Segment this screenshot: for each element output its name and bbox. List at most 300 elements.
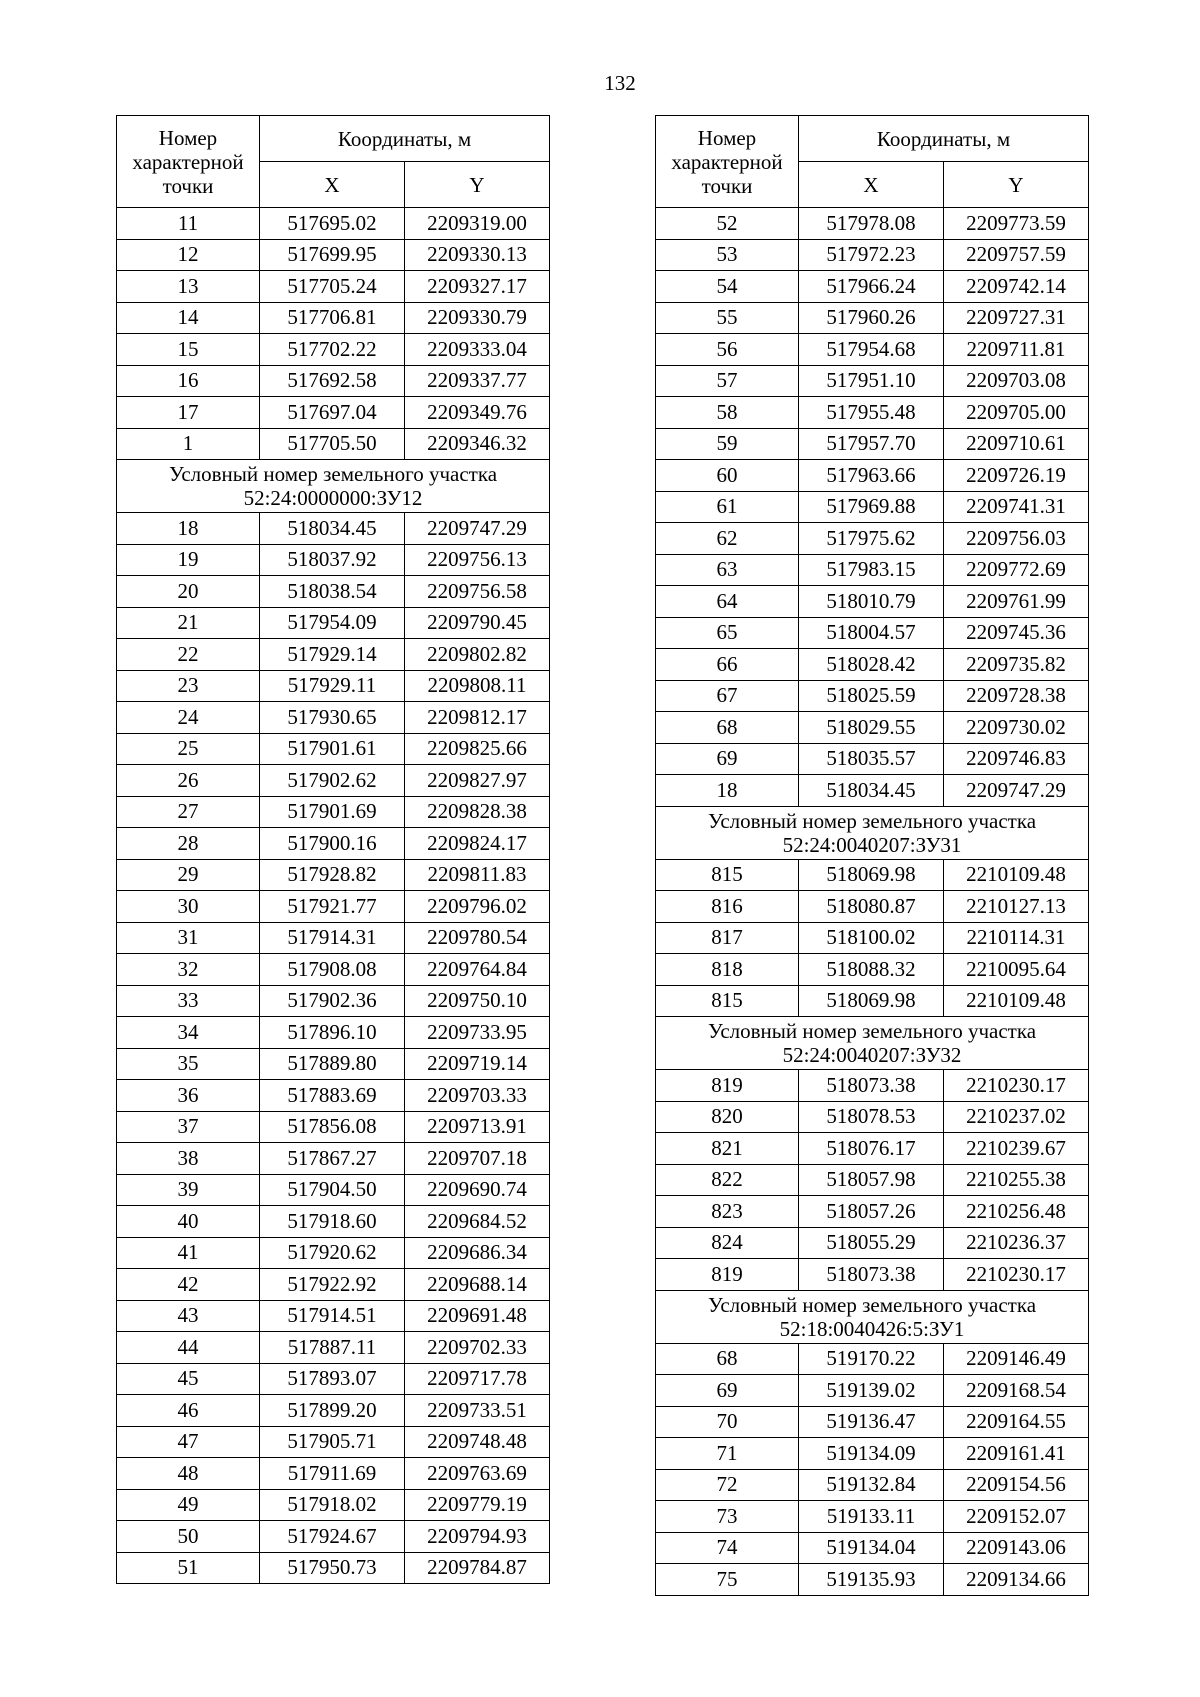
point-number-cell: 68 bbox=[656, 1343, 799, 1375]
point-number-cell: 65 bbox=[656, 617, 799, 649]
table-row bbox=[656, 1532, 1089, 1564]
x-coordinate-cell: 518034.45 bbox=[799, 775, 944, 807]
x-coordinate-cell: 519135.93 bbox=[799, 1564, 944, 1596]
x-coordinate-cell: 517957.70 bbox=[799, 428, 944, 460]
coordinates-table-left bbox=[116, 115, 550, 1584]
table-row bbox=[656, 743, 1089, 775]
point-number-cell: 819 bbox=[656, 1259, 799, 1291]
point-number-cell: 26 bbox=[117, 765, 260, 797]
x-coordinate-cell: 517902.36 bbox=[260, 985, 405, 1017]
table-row bbox=[656, 1375, 1089, 1407]
point-number-cell: 44 bbox=[117, 1332, 260, 1364]
x-coordinate-cell: 517908.08 bbox=[260, 954, 405, 986]
x-coordinate-cell: 517699.95 bbox=[260, 239, 405, 271]
x-coordinate-cell: 517954.09 bbox=[260, 607, 405, 639]
table-row bbox=[117, 607, 550, 639]
point-number-cell: 69 bbox=[656, 1375, 799, 1407]
x-coordinate-cell: 517911.69 bbox=[260, 1458, 405, 1490]
point-number-cell: 75 bbox=[656, 1564, 799, 1596]
table-row bbox=[656, 1564, 1089, 1596]
x-coordinate-cell: 517950.73 bbox=[260, 1552, 405, 1584]
y-coordinate-cell: 2209747.29 bbox=[405, 513, 550, 545]
point-number-cell: 822 bbox=[656, 1164, 799, 1196]
point-number-cell: 38 bbox=[117, 1143, 260, 1175]
table-row bbox=[656, 891, 1089, 923]
y-coordinate-cell: 2209691.48 bbox=[405, 1300, 550, 1332]
y-coordinate-cell: 2209327.17 bbox=[405, 271, 550, 303]
x-coordinate-cell: 517918.02 bbox=[260, 1489, 405, 1521]
point-number-cell: 37 bbox=[117, 1111, 260, 1143]
y-coordinate-cell: 2209711.81 bbox=[944, 334, 1089, 366]
section-row bbox=[656, 1290, 1089, 1343]
point-number-cell: 821 bbox=[656, 1133, 799, 1165]
point-number-cell: 20 bbox=[117, 576, 260, 608]
x-coordinate-cell: 519134.04 bbox=[799, 1532, 944, 1564]
point-number-cell: 35 bbox=[117, 1048, 260, 1080]
table-row bbox=[656, 1070, 1089, 1102]
x-coordinate-cell: 517899.20 bbox=[260, 1395, 405, 1427]
table-row bbox=[656, 523, 1089, 555]
section-row bbox=[656, 806, 1089, 859]
y-coordinate-cell: 2210109.48 bbox=[944, 859, 1089, 891]
point-number-cell: 69 bbox=[656, 743, 799, 775]
table-row bbox=[117, 1426, 550, 1458]
y-coordinate-cell: 2209824.17 bbox=[405, 828, 550, 860]
x-coordinate-cell: 517922.92 bbox=[260, 1269, 405, 1301]
point-number-cell: 1 bbox=[117, 428, 260, 460]
x-coordinate-cell: 517914.31 bbox=[260, 922, 405, 954]
x-coordinate-cell: 517954.68 bbox=[799, 334, 944, 366]
y-coordinate-cell: 2209710.61 bbox=[944, 428, 1089, 460]
page-number: 132 bbox=[604, 71, 636, 95]
point-number-cell: 63 bbox=[656, 554, 799, 586]
point-number-cell: 48 bbox=[117, 1458, 260, 1490]
table-row bbox=[656, 1227, 1089, 1259]
y-coordinate-cell: 2209330.79 bbox=[405, 302, 550, 334]
parcel-number-caption: Условный номер земельного участка 52:24:0040207:ЗУ32 bbox=[656, 1017, 1089, 1070]
y-coordinate-cell: 2209735.82 bbox=[944, 649, 1089, 681]
point-number-cell: 33 bbox=[117, 985, 260, 1017]
x-coordinate-cell: 518034.45 bbox=[260, 513, 405, 545]
table-row bbox=[656, 239, 1089, 271]
point-number-cell: 53 bbox=[656, 239, 799, 271]
x-coordinate-cell: 517969.88 bbox=[799, 491, 944, 523]
y-coordinate-cell: 2210230.17 bbox=[944, 1259, 1089, 1291]
y-coordinate-cell: 2209349.76 bbox=[405, 397, 550, 429]
y-coordinate-cell: 2209794.93 bbox=[405, 1521, 550, 1553]
y-coordinate-cell: 2209812.17 bbox=[405, 702, 550, 734]
coordinates-header: Координаты, м bbox=[799, 116, 1089, 162]
y-header: Y bbox=[405, 162, 550, 208]
y-coordinate-cell: 2209690.74 bbox=[405, 1174, 550, 1206]
point-number-cell: 67 bbox=[656, 680, 799, 712]
table-row bbox=[117, 1269, 550, 1301]
y-coordinate-cell: 2209764.84 bbox=[405, 954, 550, 986]
table-row bbox=[117, 1237, 550, 1269]
table-row bbox=[656, 985, 1089, 1017]
table-row bbox=[117, 1395, 550, 1427]
table-row bbox=[656, 208, 1089, 240]
point-number-cell: 31 bbox=[117, 922, 260, 954]
x-coordinate-cell: 517697.04 bbox=[260, 397, 405, 429]
x-coordinate-cell: 517928.82 bbox=[260, 859, 405, 891]
y-coordinate-cell: 2209705.00 bbox=[944, 397, 1089, 429]
x-coordinate-cell: 518057.98 bbox=[799, 1164, 944, 1196]
y-coordinate-cell: 2209742.14 bbox=[944, 271, 1089, 303]
x-coordinate-cell: 517951.10 bbox=[799, 365, 944, 397]
y-coordinate-cell: 2209756.03 bbox=[944, 523, 1089, 555]
x-coordinate-cell: 518055.29 bbox=[799, 1227, 944, 1259]
x-coordinate-cell: 517902.62 bbox=[260, 765, 405, 797]
table-row bbox=[656, 1259, 1089, 1291]
point-number-cell: 64 bbox=[656, 586, 799, 618]
y-coordinate-cell: 2209757.59 bbox=[944, 239, 1089, 271]
x-header: X bbox=[799, 162, 944, 208]
x-coordinate-cell: 517972.23 bbox=[799, 239, 944, 271]
point-number-cell: 29 bbox=[117, 859, 260, 891]
parcel-number-caption: Условный номер земельного участка 52:24:0040207:ЗУ31 bbox=[656, 806, 1089, 859]
y-coordinate-cell: 2209750.10 bbox=[405, 985, 550, 1017]
y-coordinate-cell: 2209337.77 bbox=[405, 365, 550, 397]
y-coordinate-cell: 2209802.82 bbox=[405, 639, 550, 671]
point-number-cell: 41 bbox=[117, 1237, 260, 1269]
x-coordinate-cell: 517963.66 bbox=[799, 460, 944, 492]
point-number-header: Номер характерной точки bbox=[656, 116, 799, 208]
y-coordinate-cell: 2209152.07 bbox=[944, 1501, 1089, 1533]
y-coordinate-cell: 2209703.08 bbox=[944, 365, 1089, 397]
y-coordinate-cell: 2210236.37 bbox=[944, 1227, 1089, 1259]
y-coordinate-cell: 2209780.54 bbox=[405, 922, 550, 954]
point-number-cell: 62 bbox=[656, 523, 799, 555]
y-coordinate-cell: 2209702.33 bbox=[405, 1332, 550, 1364]
x-coordinate-cell: 518100.02 bbox=[799, 922, 944, 954]
y-coordinate-cell: 2209161.41 bbox=[944, 1438, 1089, 1470]
point-number-cell: 823 bbox=[656, 1196, 799, 1228]
table-row bbox=[117, 1048, 550, 1080]
x-coordinate-cell: 517978.08 bbox=[799, 208, 944, 240]
point-number-cell: 22 bbox=[117, 639, 260, 671]
table-body bbox=[117, 208, 550, 1584]
table-row bbox=[117, 922, 550, 954]
x-coordinate-cell: 517930.65 bbox=[260, 702, 405, 734]
y-coordinate-cell: 2210239.67 bbox=[944, 1133, 1089, 1165]
point-number-cell: 34 bbox=[117, 1017, 260, 1049]
point-number-cell: 47 bbox=[117, 1426, 260, 1458]
y-coordinate-cell: 2210095.64 bbox=[944, 954, 1089, 986]
table-row bbox=[656, 1133, 1089, 1165]
x-coordinate-cell: 517901.61 bbox=[260, 733, 405, 765]
point-number-cell: 56 bbox=[656, 334, 799, 366]
y-coordinate-cell: 2209745.36 bbox=[944, 617, 1089, 649]
table-row bbox=[656, 1501, 1089, 1533]
y-coordinate-cell: 2209784.87 bbox=[405, 1552, 550, 1584]
y-coordinate-cell: 2210114.31 bbox=[944, 922, 1089, 954]
y-coordinate-cell: 2209719.14 bbox=[405, 1048, 550, 1080]
y-coordinate-cell: 2209761.99 bbox=[944, 586, 1089, 618]
point-number-cell: 19 bbox=[117, 544, 260, 576]
point-number-cell: 818 bbox=[656, 954, 799, 986]
table-row bbox=[117, 1080, 550, 1112]
y-coordinate-cell: 2209728.38 bbox=[944, 680, 1089, 712]
y-coordinate-cell: 2210230.17 bbox=[944, 1070, 1089, 1102]
table-row bbox=[656, 491, 1089, 523]
point-number-cell: 68 bbox=[656, 712, 799, 744]
x-coordinate-cell: 517955.48 bbox=[799, 397, 944, 429]
x-coordinate-cell: 517887.11 bbox=[260, 1332, 405, 1364]
point-number-cell: 819 bbox=[656, 1070, 799, 1102]
point-number-cell: 32 bbox=[117, 954, 260, 986]
y-coordinate-cell: 2209773.59 bbox=[944, 208, 1089, 240]
table-row bbox=[656, 1196, 1089, 1228]
point-number-cell: 57 bbox=[656, 365, 799, 397]
point-number-cell: 42 bbox=[117, 1269, 260, 1301]
x-coordinate-cell: 517983.15 bbox=[799, 554, 944, 586]
table-row bbox=[656, 586, 1089, 618]
y-coordinate-cell: 2210109.48 bbox=[944, 985, 1089, 1017]
table-row bbox=[656, 302, 1089, 334]
y-coordinate-cell: 2209333.04 bbox=[405, 334, 550, 366]
x-coordinate-cell: 518038.54 bbox=[260, 576, 405, 608]
table-row bbox=[117, 1521, 550, 1553]
coordinates-header: Координаты, м bbox=[260, 116, 550, 162]
table-row bbox=[117, 1552, 550, 1584]
point-number-cell: 72 bbox=[656, 1469, 799, 1501]
y-coordinate-cell: 2209808.11 bbox=[405, 670, 550, 702]
y-header: Y bbox=[944, 162, 1089, 208]
coordinates-table-right bbox=[655, 115, 1089, 1596]
table-row bbox=[656, 1101, 1089, 1133]
point-number-cell: 16 bbox=[117, 365, 260, 397]
x-coordinate-cell: 519136.47 bbox=[799, 1406, 944, 1438]
x-coordinate-cell: 517966.24 bbox=[799, 271, 944, 303]
x-coordinate-cell: 519134.09 bbox=[799, 1438, 944, 1470]
x-coordinate-cell: 517900.16 bbox=[260, 828, 405, 860]
parcel-number-caption: Условный номер земельного участка 52:24:0000000:ЗУ12 bbox=[117, 460, 550, 513]
table-row bbox=[117, 765, 550, 797]
table-row bbox=[117, 239, 550, 271]
point-number-cell: 59 bbox=[656, 428, 799, 460]
x-coordinate-cell: 518069.98 bbox=[799, 985, 944, 1017]
table-row bbox=[117, 1489, 550, 1521]
x-coordinate-cell: 517920.62 bbox=[260, 1237, 405, 1269]
point-number-cell: 36 bbox=[117, 1080, 260, 1112]
x-coordinate-cell: 517924.67 bbox=[260, 1521, 405, 1553]
y-coordinate-cell: 2209726.19 bbox=[944, 460, 1089, 492]
table-row bbox=[117, 1206, 550, 1238]
table-row bbox=[656, 680, 1089, 712]
table-row bbox=[656, 428, 1089, 460]
table-row bbox=[117, 397, 550, 429]
x-coordinate-cell: 517867.27 bbox=[260, 1143, 405, 1175]
x-coordinate-cell: 518078.53 bbox=[799, 1101, 944, 1133]
y-coordinate-cell: 2209827.97 bbox=[405, 765, 550, 797]
point-number-cell: 60 bbox=[656, 460, 799, 492]
x-coordinate-cell: 517929.14 bbox=[260, 639, 405, 671]
x-coordinate-cell: 517901.69 bbox=[260, 796, 405, 828]
table-row bbox=[656, 922, 1089, 954]
y-coordinate-cell: 2209746.83 bbox=[944, 743, 1089, 775]
point-number-cell: 58 bbox=[656, 397, 799, 429]
x-coordinate-cell: 517706.81 bbox=[260, 302, 405, 334]
y-coordinate-cell: 2209319.00 bbox=[405, 208, 550, 240]
x-coordinate-cell: 518073.38 bbox=[799, 1070, 944, 1102]
point-number-cell: 28 bbox=[117, 828, 260, 860]
point-number-cell: 817 bbox=[656, 922, 799, 954]
table-row bbox=[117, 1332, 550, 1364]
point-number-cell: 54 bbox=[656, 271, 799, 303]
y-coordinate-cell: 2209779.19 bbox=[405, 1489, 550, 1521]
x-coordinate-cell: 517702.22 bbox=[260, 334, 405, 366]
x-coordinate-cell: 518028.42 bbox=[799, 649, 944, 681]
y-coordinate-cell: 2209164.55 bbox=[944, 1406, 1089, 1438]
point-number-cell: 815 bbox=[656, 985, 799, 1017]
x-coordinate-cell: 518088.32 bbox=[799, 954, 944, 986]
x-coordinate-cell: 517921.77 bbox=[260, 891, 405, 923]
point-number-cell: 824 bbox=[656, 1227, 799, 1259]
y-coordinate-cell: 2209346.32 bbox=[405, 428, 550, 460]
table-row bbox=[117, 702, 550, 734]
point-number-cell: 11 bbox=[117, 208, 260, 240]
table-row bbox=[117, 985, 550, 1017]
point-number-cell: 45 bbox=[117, 1363, 260, 1395]
table-row bbox=[117, 796, 550, 828]
y-coordinate-cell: 2209747.29 bbox=[944, 775, 1089, 807]
y-coordinate-cell: 2210256.48 bbox=[944, 1196, 1089, 1228]
x-coordinate-cell: 517705.50 bbox=[260, 428, 405, 460]
parcel-number-caption: Условный номер земельного участка 52:18:0040426:5:ЗУ1 bbox=[656, 1290, 1089, 1343]
section-row bbox=[656, 1017, 1089, 1070]
table-row bbox=[656, 1164, 1089, 1196]
x-coordinate-cell: 518025.59 bbox=[799, 680, 944, 712]
point-number-cell: 17 bbox=[117, 397, 260, 429]
table-row bbox=[656, 859, 1089, 891]
table-row bbox=[117, 365, 550, 397]
table-row bbox=[117, 1174, 550, 1206]
table-row bbox=[656, 334, 1089, 366]
y-coordinate-cell: 2209134.66 bbox=[944, 1564, 1089, 1596]
point-number-cell: 40 bbox=[117, 1206, 260, 1238]
table-row bbox=[656, 617, 1089, 649]
x-coordinate-cell: 517692.58 bbox=[260, 365, 405, 397]
x-coordinate-cell: 518057.26 bbox=[799, 1196, 944, 1228]
point-number-cell: 25 bbox=[117, 733, 260, 765]
x-coordinate-cell: 519170.22 bbox=[799, 1343, 944, 1375]
table-row bbox=[656, 649, 1089, 681]
x-coordinate-cell: 517975.62 bbox=[799, 523, 944, 555]
x-coordinate-cell: 519133.11 bbox=[799, 1501, 944, 1533]
table-row bbox=[656, 954, 1089, 986]
point-number-cell: 49 bbox=[117, 1489, 260, 1521]
table-row bbox=[656, 712, 1089, 744]
x-coordinate-cell: 517695.02 bbox=[260, 208, 405, 240]
x-coordinate-cell: 518029.55 bbox=[799, 712, 944, 744]
x-coordinate-cell: 518035.57 bbox=[799, 743, 944, 775]
y-coordinate-cell: 2210255.38 bbox=[944, 1164, 1089, 1196]
x-coordinate-cell: 517856.08 bbox=[260, 1111, 405, 1143]
table-row bbox=[656, 271, 1089, 303]
point-number-cell: 13 bbox=[117, 271, 260, 303]
x-coordinate-cell: 517929.11 bbox=[260, 670, 405, 702]
table-row bbox=[117, 271, 550, 303]
y-coordinate-cell: 2210127.13 bbox=[944, 891, 1089, 923]
point-number-cell: 816 bbox=[656, 891, 799, 923]
y-coordinate-cell: 2209811.83 bbox=[405, 859, 550, 891]
table-row bbox=[117, 1017, 550, 1049]
x-coordinate-cell: 518069.98 bbox=[799, 859, 944, 891]
x-coordinate-cell: 519132.84 bbox=[799, 1469, 944, 1501]
section-row bbox=[117, 460, 550, 513]
table-row bbox=[656, 1406, 1089, 1438]
table-row bbox=[117, 428, 550, 460]
x-coordinate-cell: 517960.26 bbox=[799, 302, 944, 334]
y-coordinate-cell: 2209772.69 bbox=[944, 554, 1089, 586]
y-coordinate-cell: 2209684.52 bbox=[405, 1206, 550, 1238]
y-coordinate-cell: 2209688.14 bbox=[405, 1269, 550, 1301]
point-number-cell: 15 bbox=[117, 334, 260, 366]
x-coordinate-cell: 517889.80 bbox=[260, 1048, 405, 1080]
y-coordinate-cell: 2209146.49 bbox=[944, 1343, 1089, 1375]
y-coordinate-cell: 2209727.31 bbox=[944, 302, 1089, 334]
x-coordinate-cell: 517896.10 bbox=[260, 1017, 405, 1049]
table-row bbox=[117, 1111, 550, 1143]
point-number-cell: 12 bbox=[117, 239, 260, 271]
point-number-cell: 61 bbox=[656, 491, 799, 523]
table-row bbox=[656, 460, 1089, 492]
table-row bbox=[656, 775, 1089, 807]
y-coordinate-cell: 2209168.54 bbox=[944, 1375, 1089, 1407]
x-coordinate-cell: 518073.38 bbox=[799, 1259, 944, 1291]
y-coordinate-cell: 2209730.02 bbox=[944, 712, 1089, 744]
y-coordinate-cell: 2209733.51 bbox=[405, 1395, 550, 1427]
y-coordinate-cell: 2209825.66 bbox=[405, 733, 550, 765]
y-coordinate-cell: 2209154.56 bbox=[944, 1469, 1089, 1501]
table-row bbox=[117, 208, 550, 240]
table-row bbox=[117, 828, 550, 860]
y-coordinate-cell: 2209790.45 bbox=[405, 607, 550, 639]
table-row bbox=[656, 397, 1089, 429]
x-coordinate-cell: 517883.69 bbox=[260, 1080, 405, 1112]
x-coordinate-cell: 517905.71 bbox=[260, 1426, 405, 1458]
table-row bbox=[117, 513, 550, 545]
table-row bbox=[656, 554, 1089, 586]
table-row bbox=[656, 365, 1089, 397]
table-row bbox=[117, 733, 550, 765]
point-number-cell: 46 bbox=[117, 1395, 260, 1427]
x-coordinate-cell: 517904.50 bbox=[260, 1174, 405, 1206]
point-number-cell: 21 bbox=[117, 607, 260, 639]
x-coordinate-cell: 518076.17 bbox=[799, 1133, 944, 1165]
point-number-cell: 74 bbox=[656, 1532, 799, 1564]
point-number-cell: 24 bbox=[117, 702, 260, 734]
table-row bbox=[117, 576, 550, 608]
table-row bbox=[117, 1143, 550, 1175]
point-number-header: Номер характерной точки bbox=[117, 116, 260, 208]
table-row bbox=[117, 639, 550, 671]
x-coordinate-cell: 518010.79 bbox=[799, 586, 944, 618]
table-row bbox=[656, 1438, 1089, 1470]
y-coordinate-cell: 2209143.06 bbox=[944, 1532, 1089, 1564]
y-coordinate-cell: 2209713.91 bbox=[405, 1111, 550, 1143]
table-row bbox=[117, 1300, 550, 1332]
table-body bbox=[656, 208, 1089, 1596]
point-number-cell: 23 bbox=[117, 670, 260, 702]
point-number-cell: 27 bbox=[117, 796, 260, 828]
x-coordinate-cell: 517918.60 bbox=[260, 1206, 405, 1238]
point-number-cell: 18 bbox=[656, 775, 799, 807]
y-coordinate-cell: 2209733.95 bbox=[405, 1017, 550, 1049]
point-number-cell: 30 bbox=[117, 891, 260, 923]
x-coordinate-cell: 517893.07 bbox=[260, 1363, 405, 1395]
